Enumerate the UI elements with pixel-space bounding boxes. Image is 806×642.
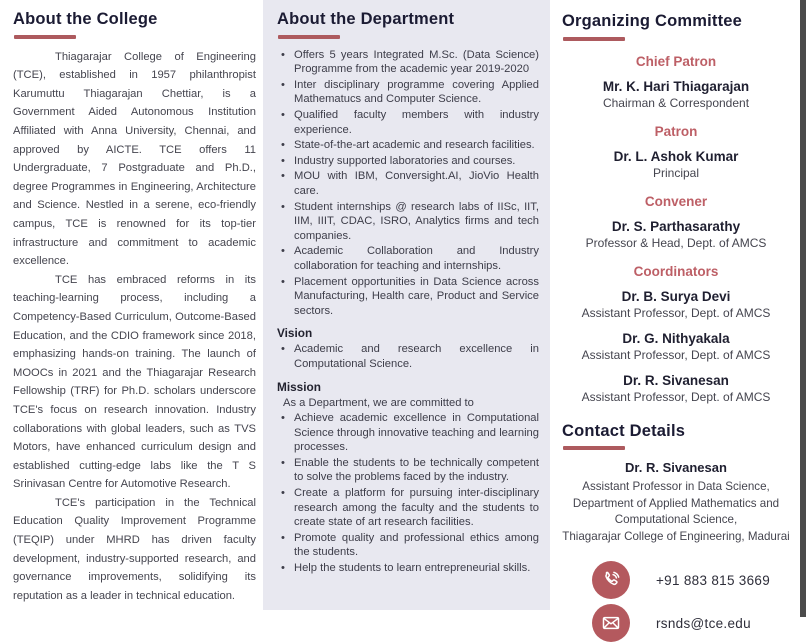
about-college-section xyxy=(0,0,263,617)
department-bullet: • MOU with IBM, Conversight.AI, JioVio Health care. xyxy=(277,169,539,198)
about-department-section xyxy=(263,0,550,610)
page-edge xyxy=(800,0,806,617)
college-paragraph: TCE's participation in the Technical Education Quality Improvement Programme (TEQIP) under MHRD has driven faculty development, industry-supported research, and governance improvements, solidifying its reputation as a leader in technical education. xyxy=(13,496,256,602)
department-bullet: • Offers 5 years Integrated M.Sc. (Data Science) Programme from the academic year 2019-2020 xyxy=(277,48,539,77)
mission-intro: As a Department, we are committed to xyxy=(283,396,474,409)
member-name: Dr. G. Nithyakala xyxy=(622,330,730,346)
committee-members xyxy=(562,78,790,111)
title-underline xyxy=(563,446,625,450)
committee-role-label: Coordinators xyxy=(633,263,719,279)
department-bullet: • Student internships @ research labs of IISc, IIT, IIM, IIIT, CDAC, ISRO, Analytics firms and tech companies. xyxy=(277,200,539,244)
mission-bullet: • Help the students to learn entrepreneurial skills. xyxy=(277,561,539,576)
mission-bullet-list xyxy=(277,411,539,576)
contact-details-section xyxy=(562,421,790,642)
about-college-paragraphs xyxy=(13,48,256,606)
contact-name: Dr. R. Sivanesan xyxy=(625,460,727,476)
committee-member xyxy=(562,330,790,363)
member-name: Dr. B. Surya Devi xyxy=(621,288,731,304)
member-designation: Assistant Professor, Dept. of AMCS xyxy=(581,347,771,362)
mission-heading: Mission xyxy=(277,379,321,394)
member-designation: Assistant Professor, Dept. of AMCS xyxy=(581,305,771,320)
committee-role-block xyxy=(562,124,790,181)
contact-details-title: Contact Details xyxy=(562,421,686,440)
department-bullet: • Inter disciplinary programme covering Applied Mathematucs and Computer Science. xyxy=(277,78,539,107)
member-designation: Principal xyxy=(652,165,700,180)
committee-role-label: Patron xyxy=(654,123,698,139)
email-address: rsnds@tce.edu xyxy=(656,615,751,631)
contact-address xyxy=(562,479,790,545)
member-name: Mr. K. Hari Thiagarajan xyxy=(602,78,750,94)
committee-member xyxy=(562,288,790,321)
member-name: Dr. R. Sivanesan xyxy=(623,372,729,388)
mission-bullet: • Create a platform for pursuing inter-disciplinary research among the faculty and the students to create state of art research facilities. xyxy=(277,486,539,530)
department-bullet: • Qualified faculty members with industry experience. xyxy=(277,108,539,137)
committee-role-label: Chief Patron xyxy=(635,53,717,69)
contact-address-line: Thiagarajar College of Engineering, Madurai xyxy=(562,529,790,543)
organizing-committee-title: Organizing Committee xyxy=(562,12,743,30)
phone-icon xyxy=(592,561,630,599)
right-column xyxy=(550,0,806,631)
college-paragraph: TCE has embraced reforms in its teaching-learning process, including a Competency-Based Curriculum, Outcome-Based Education, and the CDIO framework since 2018, emphasizing hands-on training. The launch of MOOCs in 2021 and the Thiagarajar Research Fellowship (TRF) for Ph.D. scholars underscore TCE's focus on research innovation. Industry collaborations with global leaders, such as TVS Motors, have enhanced curriculum design and established cutting-edge labs like the T S Srinivasan Centre for Automotive Research. xyxy=(13,273,256,491)
department-bullet: • Academic Collaboration and Industry collaboration for teaching and internships. xyxy=(277,244,539,273)
department-bullet-list xyxy=(277,48,539,319)
committee-member xyxy=(562,148,790,181)
vision-heading: Vision xyxy=(277,326,313,341)
committee-members xyxy=(562,148,790,181)
committee-role-block xyxy=(562,54,790,111)
vision-bullet: • Academic and research excellence in Computational Science. xyxy=(277,342,539,371)
mission-bullet: • Enable the students to be technically competent to solve the problems faced by the industry. xyxy=(277,456,539,485)
member-designation: Assistant Professor, Dept. of AMCS xyxy=(581,389,771,404)
department-bullet: • Placement opportunities in Data Science across Manufacturing, Health care, Product and Service sectors. xyxy=(277,275,539,319)
committee-role-block xyxy=(562,194,790,251)
member-name: Dr. S. Parthasarathy xyxy=(611,218,741,234)
about-college-title: About the College xyxy=(13,10,158,28)
contact-address-line: Computational Science, xyxy=(614,513,738,527)
contact-rows xyxy=(592,561,790,642)
email-row xyxy=(592,604,790,642)
contact-address-line: Assistant Professor in Data Science, xyxy=(582,480,770,494)
department-bullet: • State-of-the-art academic and research facilities. xyxy=(277,138,539,153)
phone-row xyxy=(592,561,790,599)
member-designation: Chairman & Correspondent xyxy=(602,95,750,110)
committee-member xyxy=(562,218,790,251)
vision-bullet-list xyxy=(277,342,539,371)
member-name: Dr. L. Ashok Kumar xyxy=(613,148,739,164)
about-department-title: About the Department xyxy=(277,10,455,28)
committee-member xyxy=(562,372,790,405)
title-underline xyxy=(563,37,625,41)
mail-icon xyxy=(592,604,630,642)
committee-members xyxy=(562,218,790,251)
committee-member xyxy=(562,78,790,111)
department-bullet: • Industry supported laboratories and courses. xyxy=(277,154,539,169)
contact-address-line: Department of Applied Mathematics and xyxy=(572,496,780,510)
committee-role-block xyxy=(562,264,790,405)
committee-role-label: Convener xyxy=(644,193,708,209)
college-paragraph: Thiagarajar College of Engineering (TCE), established in 1957 philanthropist Karumuttu Thiagarajan Chettiar, is a Government Aided Autonomous Institution Affiliated with Anna University, Chennai, and approved by AICTE. TCE offers 11 Undergraduate, 7 Postgraduate and Ph.D., degree Programmes in Engineering, Architecture and Science. Nestled in a serene, eco-friendly campus, TCE is renowned for its top-tier infrastructure and commitment to academic excellence. xyxy=(13,50,256,268)
committee-roles xyxy=(562,54,790,405)
title-underline xyxy=(14,35,76,39)
member-designation: Professor & Head, Dept. of AMCS xyxy=(585,235,767,250)
phone-number: +91 883 815 3669 xyxy=(656,572,771,588)
mission-bullet: • Achieve academic excellence in Computational Science through innovative teaching and learning processes. xyxy=(277,411,539,455)
mission-bullet: • Promote quality and professional ethics among the students. xyxy=(277,531,539,560)
committee-members xyxy=(562,288,790,405)
title-underline xyxy=(278,35,340,39)
